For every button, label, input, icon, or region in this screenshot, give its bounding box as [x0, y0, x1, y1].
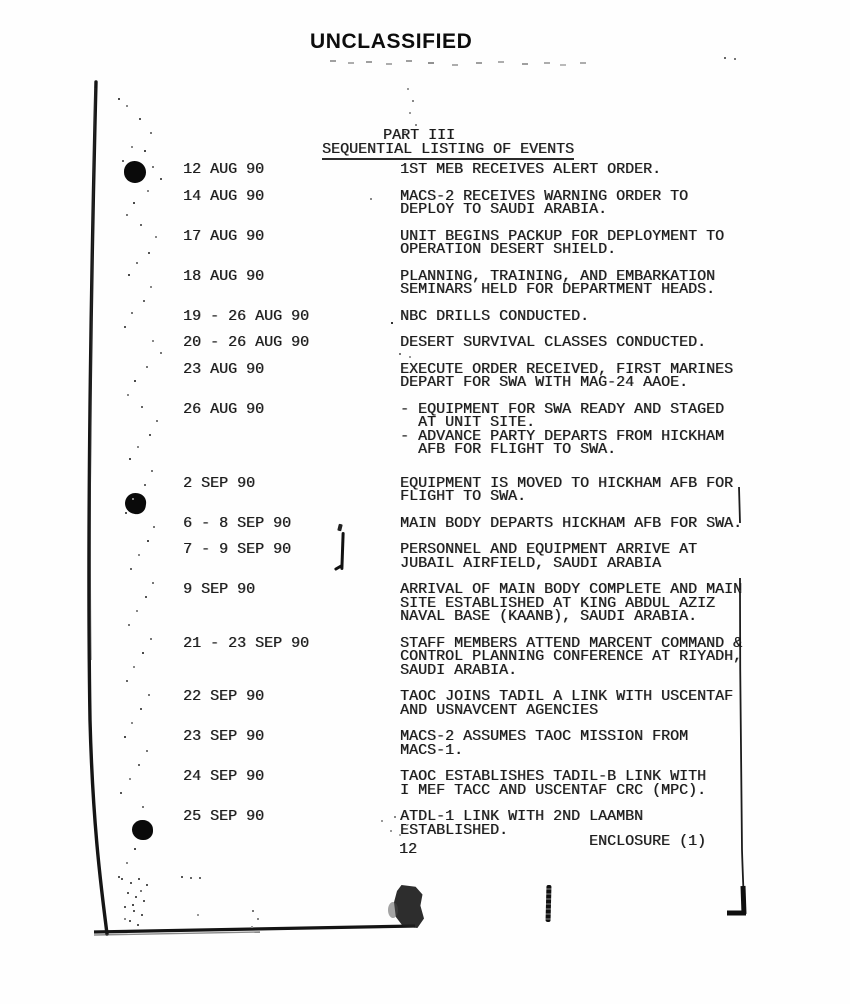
- event-row: [0, 810, 850, 837]
- event-line: - ADVANCE PARTY DEPARTS FROM HICKHAM: [400, 427, 725, 445]
- event-desc: [400, 730, 850, 757]
- event-date: 2 SEP 90: [183, 474, 256, 492]
- event-date: 23 SEP 90: [183, 728, 265, 745]
- event-row: [0, 690, 850, 717]
- event-line: TAOC ESTABLISHES TADIL-B LINK WITH: [400, 768, 707, 785]
- event-desc: [400, 163, 850, 177]
- event-line: PERSONNEL AND EQUIPMENT ARRIVE AT: [400, 541, 698, 558]
- event-line: STAFF MEMBERS ATTEND MARCENT COMMAND &: [400, 634, 743, 652]
- document-heading: SEQUENTIAL LISTING OF EVENTS: [322, 141, 575, 158]
- event-date: 25 SEP 90: [183, 808, 265, 825]
- event-date: 12 AUG 90: [183, 161, 265, 178]
- page-number: 12: [399, 841, 418, 858]
- event-date: 22 SEP 90: [183, 688, 265, 705]
- ink-blob-halo: [388, 902, 398, 918]
- event-desc: [400, 474, 850, 505]
- event-desc: [400, 634, 850, 679]
- event-line: ESTABLISHED.: [400, 821, 509, 839]
- event-row: [0, 730, 850, 757]
- event-line: EXECUTE ORDER RECEIVED, FIRST MARINES: [400, 360, 734, 378]
- ink-streak-bottom: [546, 885, 552, 922]
- event-line: 1ST MEB RECEIVES ALERT ORDER.: [400, 161, 662, 178]
- event-line: FLIGHT TO SWA.: [400, 488, 527, 505]
- event-row: [0, 400, 850, 458]
- pen-arrow-tip: [337, 524, 343, 532]
- event-line: SITE ESTABLISHED AT KING ABDUL AZIZ: [400, 594, 716, 612]
- event-date: 26 AUG 90: [183, 400, 265, 418]
- event-desc: [400, 400, 850, 458]
- event-row: [0, 307, 850, 325]
- event-date: 14 AUG 90: [183, 187, 265, 205]
- event-row: [0, 267, 850, 298]
- event-date: 6 - 8 SEP 90: [183, 514, 292, 532]
- event-row: [0, 360, 850, 391]
- event-row: [0, 634, 850, 679]
- hole-punch-mark-top: [124, 161, 146, 183]
- event-date: 9 SEP 90: [183, 581, 256, 598]
- event-desc: [400, 770, 850, 797]
- event-date: 19 - 26 AUG 90: [183, 307, 310, 325]
- event-date: 17 AUG 90: [183, 227, 265, 245]
- event-line: AFB FOR FLIGHT TO SWA.: [400, 441, 617, 458]
- event-line: TAOC JOINS TADIL A LINK WITH USCENTAF: [400, 688, 734, 705]
- event-line: SEMINARS HELD FOR DEPARTMENT HEADS.: [400, 281, 716, 298]
- event-line: SAUDI ARABIA.: [400, 661, 518, 679]
- event-line: PLANNING, TRAINING, AND EMBARKATION: [400, 267, 716, 285]
- event-row: [0, 514, 850, 532]
- event-line: JUBAIL AIRFIELD, SAUDI ARABIA: [400, 554, 662, 572]
- event-row: [0, 227, 850, 258]
- event-line: EQUIPMENT IS MOVED TO HICKHAM AFB FOR: [400, 474, 734, 492]
- event-desc: [400, 583, 850, 624]
- bottom-edge-line-echo: [94, 932, 260, 935]
- event-line: NAVAL BASE (KAANB), SAUDI ARABIA.: [400, 608, 698, 625]
- event-line: ARRIVAL OF MAIN BODY COMPLETE AND MAIN: [400, 581, 743, 598]
- event-line: NBC DRILLS CONDUCTED.: [400, 307, 590, 325]
- event-date: 21 - 23 SEP 90: [183, 634, 310, 652]
- event-line: - EQUIPMENT FOR SWA READY AND STAGED: [400, 400, 725, 418]
- event-row: [0, 543, 850, 570]
- margin-speckle-noise: [0, 0, 2, 2]
- event-desc: [400, 336, 850, 350]
- event-desc: [400, 267, 850, 298]
- event-line: MAIN BODY DEPARTS HICKHAM AFB FOR SWA.: [400, 514, 743, 532]
- event-row: [0, 770, 850, 797]
- event-date: 24 SEP 90: [183, 768, 265, 785]
- event-date: 7 - 9 SEP 90: [183, 541, 292, 558]
- event-line: OPERATION DESERT SHIELD.: [400, 241, 617, 258]
- pen-arrow-mark: [334, 524, 350, 574]
- event-line: AND USNAVCENT AGENCIES: [400, 701, 599, 719]
- ink-blob-bottom: [394, 885, 424, 928]
- event-desc: [400, 360, 850, 391]
- part-title: PART III: [383, 127, 456, 144]
- event-desc: [400, 307, 850, 325]
- event-line: DEPLOY TO SAUDI ARABIA.: [400, 201, 608, 218]
- header-smudge-marks: [330, 60, 336, 62]
- event-row: [0, 187, 850, 218]
- event-desc: [400, 514, 850, 532]
- classification-header: UNCLASSIFIED: [310, 30, 473, 53]
- event-date: 20 - 26 AUG 90: [183, 334, 310, 351]
- event-desc: [400, 227, 850, 258]
- event-line: DEPART FOR SWA WITH MAG-24 AAOE.: [400, 374, 689, 391]
- event-row: [0, 336, 850, 350]
- event-line: MACS-2 ASSUMES TAOC MISSION FROM: [400, 728, 689, 745]
- event-line: MACS-1.: [400, 741, 464, 759]
- event-line: MACS-2 RECEIVES WARNING ORDER TO: [400, 187, 689, 205]
- event-line: ATDL-1 LINK WITH 2ND LAAMBN: [400, 808, 644, 825]
- event-date: 18 AUG 90: [183, 267, 265, 285]
- hole-punch-mark-bottom: [132, 820, 153, 840]
- bottom-edge-line: [94, 926, 415, 932]
- event-desc: [400, 187, 850, 218]
- event-desc: [400, 543, 850, 570]
- event-desc: [400, 690, 850, 717]
- corner-hook-vertical: [743, 886, 744, 914]
- event-line: CONTROL PLANNING CONFERENCE AT RIYADH,: [400, 648, 743, 665]
- event-row: [0, 583, 850, 624]
- event-date: 23 AUG 90: [183, 360, 265, 378]
- event-line: AT UNIT SITE.: [400, 414, 536, 431]
- event-line: UNIT BEGINS PACKUP FOR DEPLOYMENT TO: [400, 227, 725, 245]
- enclosure-label: ENCLOSURE (1): [589, 833, 707, 850]
- event-line: DESERT SURVIVAL CLASSES CONDUCTED.: [400, 334, 707, 351]
- event-line: I MEF TACC AND USCENTAF CRC (MPC).: [400, 781, 707, 799]
